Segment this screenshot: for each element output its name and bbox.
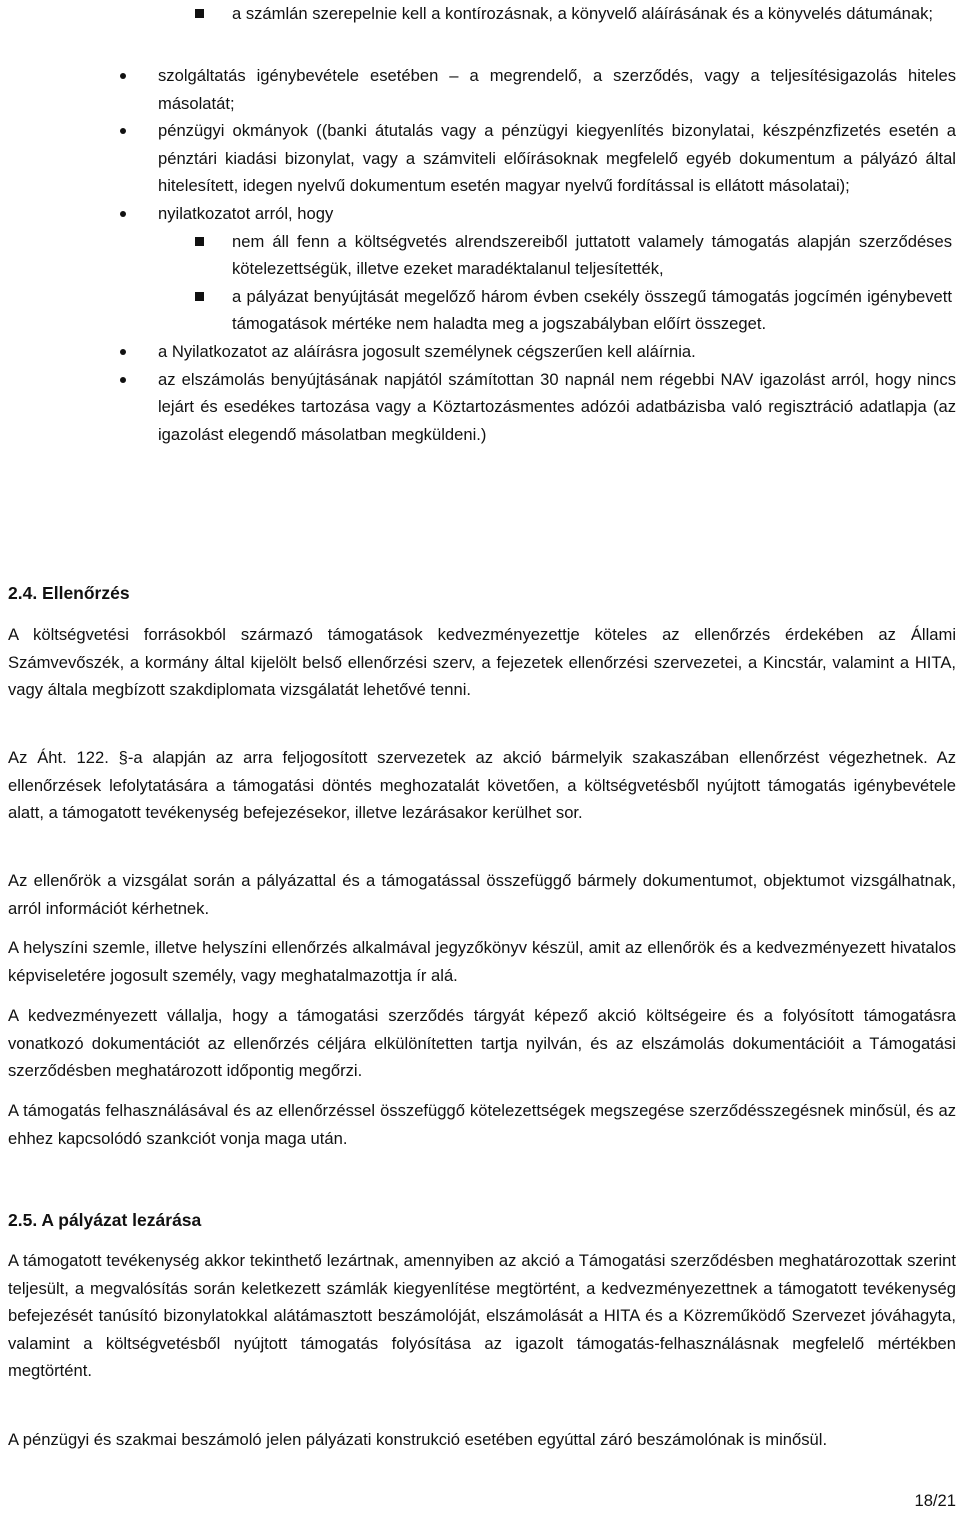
top-square-list bbox=[0, 0, 960, 28]
section-heading-2-4: 2.4. Ellenőrzés bbox=[8, 583, 130, 603]
declaration-intro: nyilatkozatot arról, hogy bbox=[158, 203, 334, 223]
paragraph-text: A támogatott tevékenység akkor tekinthető lezártnak, amennyiben az akció a Támogatási szerződésben meghatározottak szerint teljesült, a megvalósítás során keletkezett számlák kiegyenlítése megtörtént, a kedvezményezettnek a támogatott tevékenység befejezését tanúsító bizonylatokkal alátámasztott beszámolóját, elszámolását a HITA és a Közreműködő Szervezet jóváhagyta, valamint a költségvetésből nyújtott támogatás folyósítása az igazolt támogatás-felhasználásnak megfelelő mértékben megtörtént. bbox=[8, 1251, 956, 1381]
paragraph-text: A helyszíni szemle, illetve helyszíni ellenőrzés alkalmával jegyzőkönyv készül, amit az ellenőrök és a kedvezményezett hivatalos képviseletére jogosult személy, vagy meghatalmazottja ír alá. bbox=[8, 938, 956, 985]
paragraph-text: A támogatás felhasználásával és az ellenőrzéssel összefüggő kötelezettségek megszegése szerződésszegésnek minősül, és az ehhez kapcsolódó szankciót vonja maga után. bbox=[8, 1101, 956, 1148]
bullet-signature: a Nyilatkozatot az aláírásra jogosult személynek cégszerűen kell aláírnia. bbox=[0, 338, 960, 366]
section-heading-2-5: 2.5. A pályázat lezárása bbox=[8, 1210, 202, 1230]
paragraph-text: A kedvezményezett vállalja, hogy a támogatási szerződés tárgyát képező akció költségeire és a folyósított támogatásra vonatkozó dokumentációt az ellenőrzés céljára elkülönítetten tartja nyilván, és az elszámolás dokumentációit a Támogatási szerződésben meghatározott időpontig megőrzi. bbox=[8, 1006, 956, 1081]
paragraph bbox=[8, 867, 956, 922]
paragraph bbox=[8, 934, 956, 989]
list-item: a számlán szerepelnie kell a kontírozásnak, a könyvelő aláírásának és a könyvelés dátumának; bbox=[0, 0, 960, 28]
paragraph bbox=[8, 1247, 956, 1385]
paragraph-text: A költségvetési forrásokból származó támogatások kedvezményezettje köteles az ellenőrzés érdekében az Állami Számvevőszék, a kormány által kijelölt belső ellenőrzési szerv, a fejezetek ellenőrzési szervezetei, a Kincstár, valamint a HITA, vagy általa megbízott szakdiplomata vizsgálatát lehetővé tenni. bbox=[8, 625, 956, 700]
paragraph-text: Az ellenőrök a vizsgálat során a pályázattal és a támogatással összefüggő bármely dokumentumot, objektumot vizsgálhatnak, arról információt kérhetnek. bbox=[8, 871, 956, 918]
list-item: a pályázat benyújtását megelőző három évben csekély összegű támogatás jogcímén igénybevett támogatások mértéke nem haladta meg a jogszabályban előírt összeget. bbox=[158, 283, 956, 338]
list-item: nem áll fenn a költségvetés alrendszereiből juttatott valamely támogatás alapján szerződéses kötelezettségük, illetve ezeket maradéktalanul teljesítették, bbox=[158, 228, 956, 283]
declaration-sublist bbox=[158, 228, 956, 338]
paragraph bbox=[8, 621, 956, 704]
bullet-declaration bbox=[0, 200, 960, 338]
page-number: 18/21 bbox=[914, 1491, 956, 1510]
bullet-nav-certificate: az elszámolás benyújtásának napjától számítottan 30 napnál nem régebbi NAV igazolást arról, hogy nincs lejárt és esedékes tartozása vagy a Köztartozásmentes adózói adatbázisba való regisztráció adatlapja (az igazolást elegendő másolatban megküldeni.) bbox=[0, 366, 960, 449]
paragraph-text: A pénzügyi és szakmai beszámoló jelen pályázati konstrukció esetében egyúttal záró beszámolónak is minősül. bbox=[8, 1430, 828, 1449]
bullet-list bbox=[0, 62, 960, 448]
paragraph bbox=[8, 1426, 956, 1454]
paragraph bbox=[8, 1002, 956, 1085]
paragraph bbox=[8, 1097, 956, 1152]
paragraph bbox=[8, 744, 956, 827]
paragraph-text: Az Áht. 122. §-a alapján az arra feljogosított szervezetek az akció bármelyik szakaszában ellenőrzést végezhetnek. Az ellenőrzések lefolytatására a támogatási döntés meghozatalát követően, a költségvetésből nyújtott támogatás igénybevétele alatt, a támogatott tevékenység befejezésekor, illetve lezárásakor kerülhet sor. bbox=[8, 748, 956, 823]
bullet-service-copies: szolgáltatás igénybevétele esetében – a megrendelő, a szerződés, vagy a teljesítésigazolás hiteles másolatát; bbox=[0, 62, 960, 117]
bullet-financial-documents: pénzügyi okmányok ((banki átutalás vagy a pénzügyi kiegyenlítés bizonylatai, készpénzfizetés esetén a pénztári kiadási bizonylat, vagy a számviteli előírásoknak megfelelő egyéb dokumentum a pályázó által hitelesített, idegen nyelvű dokumentum esetén magyar nyelvű fordítással is ellátott másolatai); bbox=[0, 117, 960, 200]
